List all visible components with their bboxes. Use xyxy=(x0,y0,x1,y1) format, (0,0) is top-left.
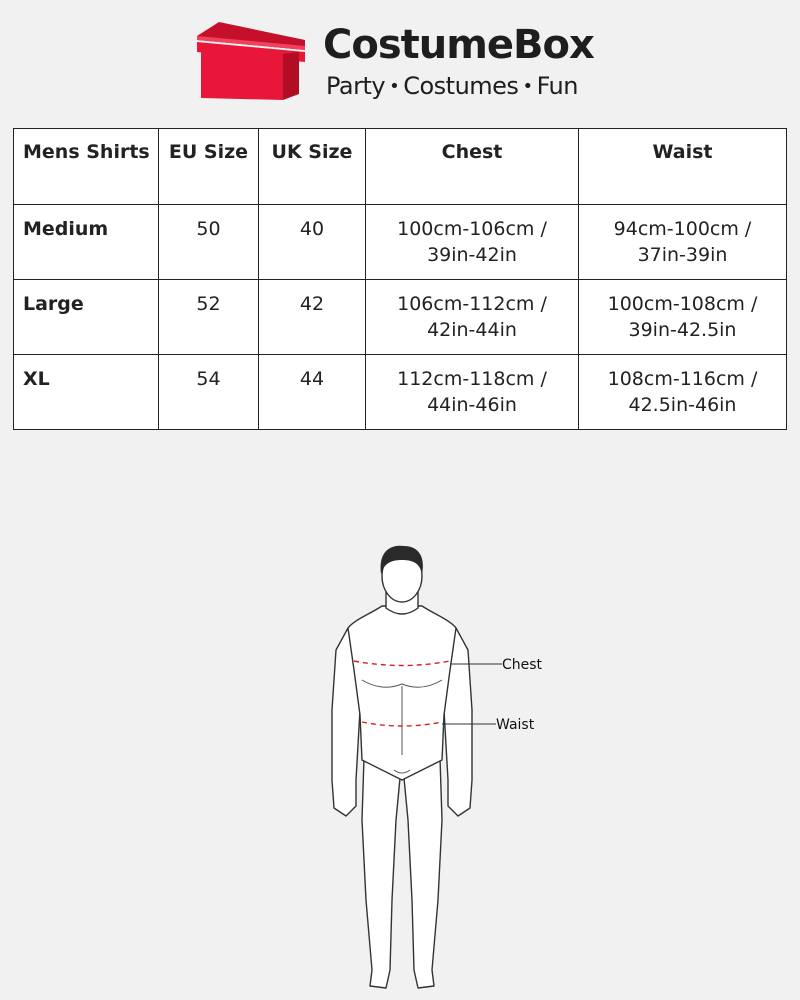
tagline-fun: Fun xyxy=(536,72,578,100)
waist-measure xyxy=(579,205,787,280)
left-leg xyxy=(362,758,400,988)
chest-in: 42in-44in xyxy=(427,319,517,341)
waist-cm: 100cm-108cm / xyxy=(607,293,758,315)
chest-measure xyxy=(366,355,579,430)
costumebox-logo xyxy=(195,18,615,108)
header-waist: Waist xyxy=(579,129,787,205)
chest-label: Chest xyxy=(502,657,543,673)
waist-cm: 94cm-100cm / xyxy=(613,218,752,240)
eu-size: 54 xyxy=(159,355,259,430)
size-name: Large xyxy=(14,280,159,355)
uk-size: 42 xyxy=(259,280,366,355)
chest-measure xyxy=(366,280,579,355)
brand-name: CostumeBox xyxy=(323,22,594,68)
size-name: Medium xyxy=(14,205,159,280)
header-eu-size: EU Size xyxy=(159,129,259,205)
uk-size: 44 xyxy=(259,355,366,430)
waist-in: 37in-39in xyxy=(637,244,728,266)
chest-in: 44in-46in xyxy=(427,394,517,416)
waist-measure xyxy=(579,280,787,355)
chest-measure xyxy=(366,205,579,280)
eu-size: 52 xyxy=(159,280,259,355)
chest-cm: 100cm-106cm / xyxy=(397,218,547,240)
costume-box-icon xyxy=(195,18,307,102)
body-measurement-figure xyxy=(320,540,560,995)
waist-label: Waist xyxy=(496,717,535,733)
waist-cm: 108cm-116cm / xyxy=(607,368,758,390)
tagline-costumes: Costumes xyxy=(403,72,519,100)
waist-measure xyxy=(579,355,787,430)
header-uk-size: UK Size xyxy=(259,129,366,205)
tagline-party: Party xyxy=(326,72,386,100)
chest-in: 39in-42in xyxy=(427,244,517,266)
table-row xyxy=(14,355,787,430)
chest-cm: 112cm-118cm / xyxy=(397,368,547,390)
waist-in: 42.5in-46in xyxy=(628,394,737,416)
size-name: XL xyxy=(14,355,159,430)
header-chest: Chest xyxy=(366,129,579,205)
table-row xyxy=(14,205,787,280)
size-chart-table xyxy=(13,128,787,430)
header-mens-shirts: Mens Shirts xyxy=(14,129,159,205)
tagline-dot: • xyxy=(522,76,533,97)
uk-size: 40 xyxy=(259,205,366,280)
right-leg xyxy=(404,758,442,988)
table-row xyxy=(14,280,787,355)
table-header-row xyxy=(14,129,787,205)
chest-cm: 106cm-112cm / xyxy=(397,293,547,315)
brand-tagline xyxy=(326,72,578,100)
eu-size: 50 xyxy=(159,205,259,280)
tagline-dot: • xyxy=(389,76,400,97)
waist-in: 39in-42.5in xyxy=(628,319,737,341)
